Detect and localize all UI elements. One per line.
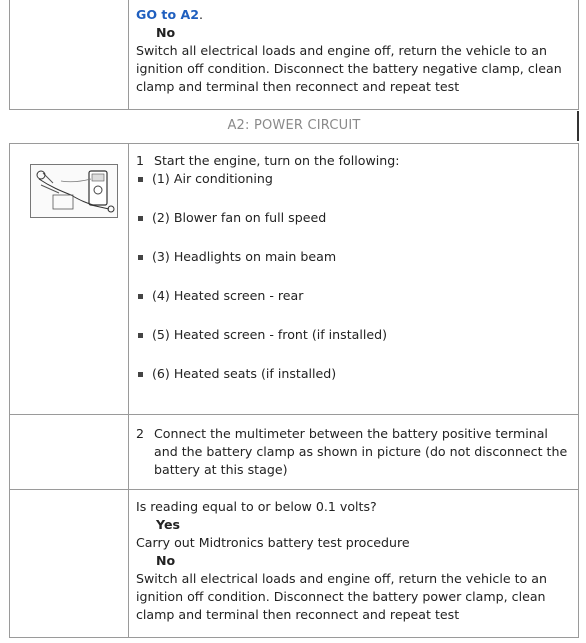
result-row-a1	[9, 0, 579, 110]
section-heading-row	[9, 111, 579, 141]
list-item: (6) Heated seats (if installed)	[136, 365, 572, 383]
goto-a2-link[interactable]: GO to A2	[136, 7, 199, 22]
question-text-cell	[136, 498, 572, 624]
image-cell	[10, 144, 129, 414]
image-cell-empty	[10, 490, 129, 637]
step-row-1	[9, 143, 579, 415]
yes-label: Yes	[156, 517, 181, 532]
image-cell-empty	[10, 415, 129, 489]
question-text: Is reading equal to or below 0.1 volts?	[136, 499, 377, 514]
list-item: (4) Heated screen - rear	[136, 287, 572, 305]
question-row	[9, 489, 579, 638]
step-row-2	[9, 414, 579, 490]
step2-text-cell	[136, 425, 572, 479]
step2-instruction	[136, 425, 572, 479]
no-label: No	[156, 25, 176, 40]
section-heading: A2: POWER CIRCUIT	[227, 118, 361, 133]
step2-number: 2	[136, 426, 145, 441]
no-instructions: Switch all electrical loads and engine off, return the vehicle to an ignition off condition. Disconnect the battery power clamp, clean clamp and terminal then reconnect and repeat test	[136, 571, 547, 622]
goto-line	[136, 6, 572, 24]
step2-text: Connect the multimeter between the battery positive terminal and the battery clamp as shown in picture (do not disconnect the battery at this stage)	[154, 426, 568, 477]
no-label: No	[156, 553, 176, 568]
image-cell-empty	[10, 0, 129, 109]
multimeter-battery-illustration-icon	[30, 164, 118, 218]
no-instructions: Switch all electrical loads and engine off, return the vehicle to an ignition off condition. Disconnect the battery negative clamp, clean clamp and terminal then reconnect and repeat test	[136, 43, 562, 94]
list-item: (5) Heated screen - front (if installed)	[136, 326, 572, 344]
step1-text-cell	[136, 152, 572, 383]
heading-right-rule	[577, 111, 579, 141]
step1-instruction	[136, 152, 572, 170]
step1-text: Start the engine, turn on the following:	[154, 153, 400, 168]
list-item: (2) Blower fan on full speed	[136, 209, 572, 227]
list-item: (1) Air conditioning	[136, 170, 572, 188]
yes-instructions: Carry out Midtronics battery test procedure	[136, 535, 410, 550]
step1-number: 1	[136, 153, 145, 168]
list-item: (3) Headlights on main beam	[136, 248, 572, 266]
result-text-cell	[136, 6, 572, 96]
goto-suffix: .	[199, 7, 204, 22]
